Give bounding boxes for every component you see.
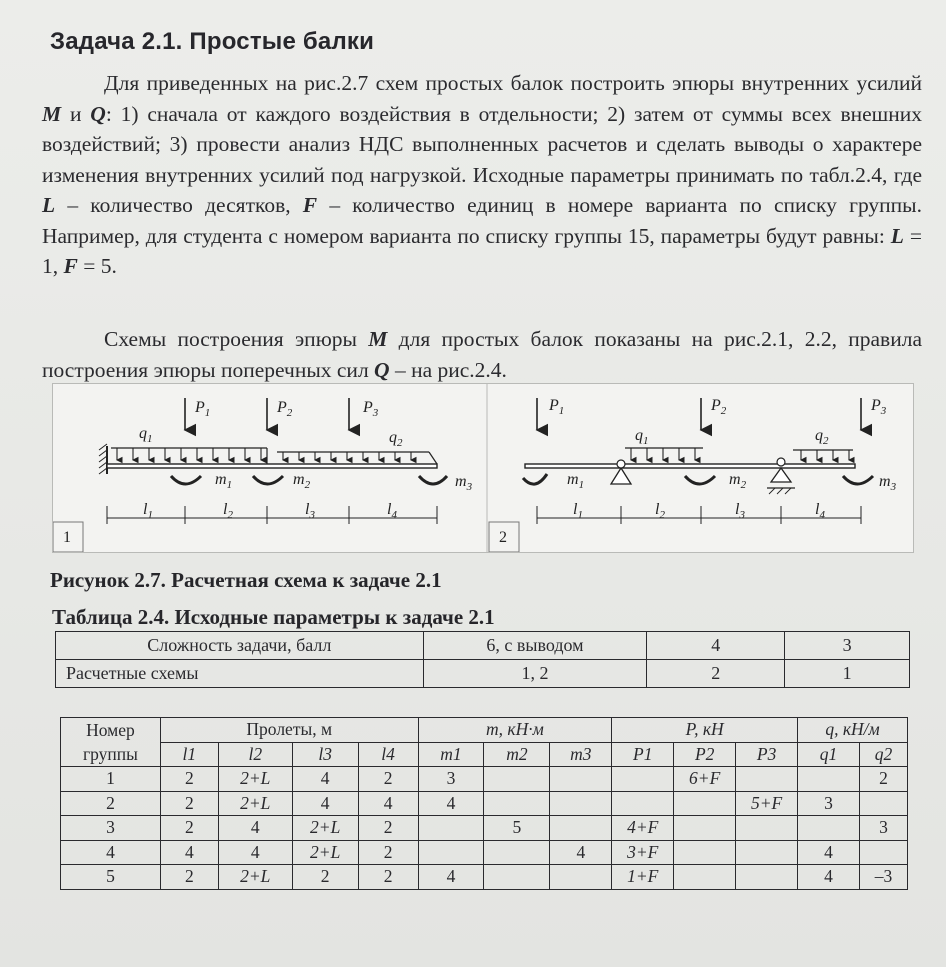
table-cell xyxy=(736,767,798,792)
table-row xyxy=(61,816,908,841)
schemes-paragraph: Схемы построения эпюры M для простых балок показаны на рис.2.1, 2.2, правила построения эпюры поперечных сил Q – на рис.2.4. xyxy=(42,327,922,382)
table-cell: 2 xyxy=(160,865,218,890)
svg-text:q2: $q_2$ xyxy=(815,427,829,447)
table-cell: 5 xyxy=(61,865,161,890)
svg-text:2: 2 xyxy=(499,529,507,546)
parameters-table xyxy=(60,717,908,890)
table-row xyxy=(61,865,908,890)
table-cell: 2 xyxy=(292,865,358,890)
table-row xyxy=(61,840,908,865)
table-header-row: Номер группы Пролеты, м m, кН·м P, кН q, кН/м xyxy=(61,718,908,743)
table-cell: 4 xyxy=(798,840,860,865)
svg-text:P3: $P_3$ xyxy=(871,397,887,417)
svg-text:l4: $l_4$ xyxy=(815,501,825,521)
table-cell xyxy=(484,840,550,865)
table-cell xyxy=(674,791,736,816)
table-cell xyxy=(484,767,550,792)
table-cell xyxy=(612,791,674,816)
table-cell xyxy=(674,840,736,865)
table-cell xyxy=(736,840,798,865)
table-cell xyxy=(550,791,612,816)
table-cell: 2 xyxy=(358,865,418,890)
table-cell: 2+L xyxy=(218,767,292,792)
table-cell xyxy=(418,840,484,865)
scheme-1 xyxy=(53,398,473,552)
figure-2-7 xyxy=(52,383,914,553)
table-row xyxy=(61,767,908,792)
table-cell: 2 xyxy=(61,791,161,816)
svg-text:m1: $m_1$ xyxy=(567,471,585,491)
svg-text:l1: $l_1$ xyxy=(143,501,153,521)
svg-text:P2: $P_2$ xyxy=(277,399,293,419)
svg-text:m2: $m_2$ xyxy=(293,471,311,491)
table-cell: 2 xyxy=(358,767,418,792)
beam-schemes-diagram xyxy=(53,384,913,552)
svg-text:l4: $l_4$ xyxy=(387,501,397,521)
table-cell: 6+F xyxy=(674,767,736,792)
table-cell: 2 xyxy=(859,767,907,792)
svg-text:m2: $m_2$ xyxy=(729,471,747,491)
table-cell: 5 xyxy=(484,816,550,841)
table-cell: 4 xyxy=(418,865,484,890)
scheme-2 xyxy=(489,397,897,552)
table-cell: 2+L xyxy=(218,865,292,890)
task-paragraph: Для приведенных на рис.2.7 схем простых балок построить эпюры внутренних усилий M и Q: 1) сначала от каждого воздействия в отдельности; 2) затем от суммы всех внешних воздействий; 3) провести анализ НДС выполненных расчетов и сделать выводы о характере изменения внутренних усилий под нагрузкой. Исходные параметры принимать по табл.2.4, где L – количество десятков, F – количество единиц в номере варианта по списку группы. Например, для студента с номером варианта по списку группы 15, параметры будут равны: L = 1, F = 5. xyxy=(42,71,922,278)
svg-text:l3: $l_3$ xyxy=(305,501,315,521)
svg-text:m1: $m_1$ xyxy=(215,471,233,491)
svg-text:l1: $l_1$ xyxy=(573,501,583,521)
table-cell: 2 xyxy=(358,816,418,841)
table-cell: 4 xyxy=(160,840,218,865)
table-cell: 2+L xyxy=(218,791,292,816)
table-cell xyxy=(736,816,798,841)
table-cell: 4 xyxy=(292,791,358,816)
task-heading: Задача 2.1. Простые балки xyxy=(50,28,375,55)
table-cell: 3 xyxy=(798,791,860,816)
complexity-table xyxy=(55,631,910,688)
table-cell: 2 xyxy=(160,816,218,841)
table-cell: 4 xyxy=(218,840,292,865)
figure-caption: Рисунок 2.7. Расчетная схема к задаче 2.1 xyxy=(50,568,442,592)
table-cell: 3+F xyxy=(612,840,674,865)
table-cell xyxy=(418,816,484,841)
table-cell: 4 xyxy=(550,840,612,865)
svg-text:m3: $m_3$ xyxy=(455,473,473,493)
table-cell: 3 xyxy=(418,767,484,792)
svg-text:q1: $q_1$ xyxy=(635,427,649,447)
table-cell: 4 xyxy=(218,816,292,841)
table-cell: 4 xyxy=(798,865,860,890)
table-cell xyxy=(859,840,907,865)
table-cell: 3 xyxy=(61,816,161,841)
table-cell: 1 xyxy=(61,767,161,792)
table-cell xyxy=(550,816,612,841)
table-subheader-row: l1 l2 l3 l4 m1 m2 m3 P1 P2 P3 q1 q2 xyxy=(61,742,908,767)
table-cell xyxy=(550,767,612,792)
table-cell: 4 xyxy=(358,791,418,816)
svg-text:P2: $P_2$ xyxy=(711,397,727,417)
table-cell: 1+F xyxy=(612,865,674,890)
table-cell: –3 xyxy=(859,865,907,890)
table-cell xyxy=(484,791,550,816)
table-cell xyxy=(674,816,736,841)
table-cell xyxy=(550,865,612,890)
svg-text:q2: $q_2$ xyxy=(389,429,403,449)
table-row xyxy=(61,791,908,816)
table-cell: 2 xyxy=(160,767,218,792)
table-caption: Таблица 2.4. Исходные параметры к задаче 2.1 xyxy=(52,605,495,629)
table-cell xyxy=(736,865,798,890)
svg-text:P1: $P_1$ xyxy=(195,399,211,419)
table-row: Сложность задачи, балл 6, с выводом 4 3 xyxy=(56,632,910,660)
table-cell: 2 xyxy=(358,840,418,865)
table-cell: 4+F xyxy=(612,816,674,841)
table-cell: 5+F xyxy=(736,791,798,816)
svg-text:l3: $l_3$ xyxy=(735,501,745,521)
svg-text:q1: $q_1$ xyxy=(139,425,153,445)
table-cell: 4 xyxy=(418,791,484,816)
group-number-header: Номер группы xyxy=(61,718,161,767)
table-cell xyxy=(612,767,674,792)
svg-text:l2: $l_2$ xyxy=(223,501,233,521)
table-cell xyxy=(484,865,550,890)
svg-text:m3: $m_3$ xyxy=(879,473,897,493)
table-cell: 3 xyxy=(859,816,907,841)
table-cell: 2 xyxy=(160,791,218,816)
table-cell: 2+L xyxy=(292,816,358,841)
svg-text:P1: $P_1$ xyxy=(549,397,565,417)
table-cell xyxy=(674,865,736,890)
table-cell: 4 xyxy=(292,767,358,792)
svg-text:1: 1 xyxy=(63,529,71,546)
svg-text:l2: $l_2$ xyxy=(655,501,665,521)
svg-text:P3: $P_3$ xyxy=(363,399,379,419)
table-row: Расчетные схемы 1, 2 2 1 xyxy=(56,660,910,688)
table-cell: 2+L xyxy=(292,840,358,865)
table-cell xyxy=(859,791,907,816)
table-cell: 4 xyxy=(61,840,161,865)
table-cell xyxy=(798,767,860,792)
table-cell xyxy=(798,816,860,841)
